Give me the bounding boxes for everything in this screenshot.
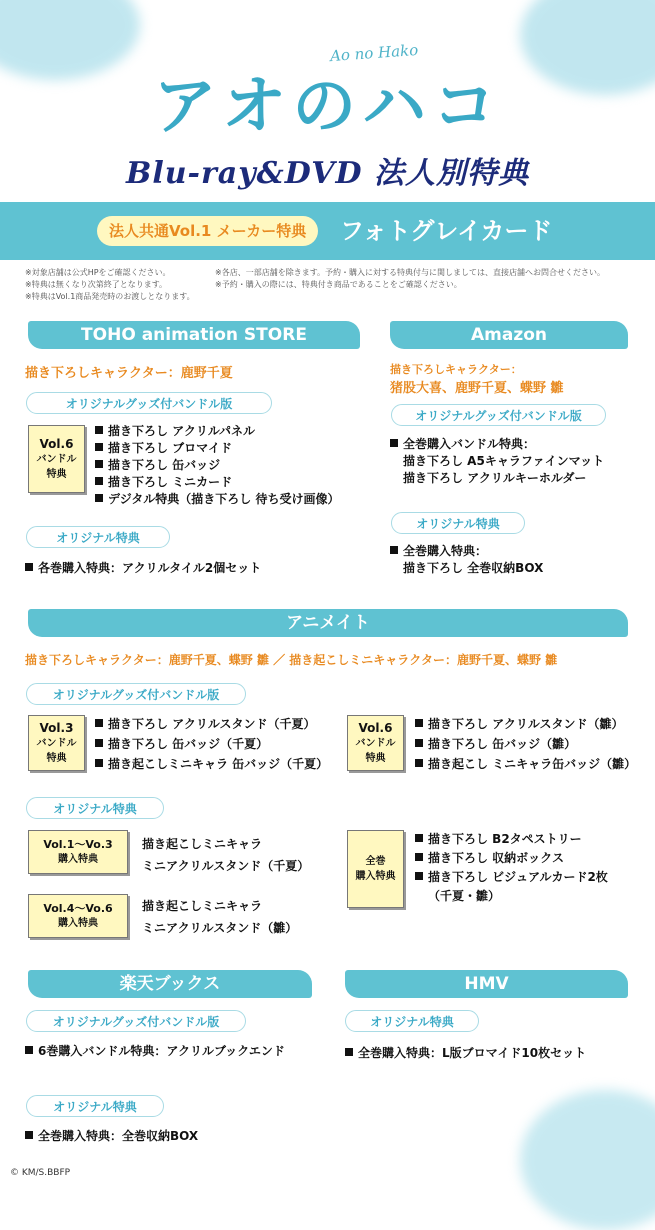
text-line: 描き起こしミニキャラ — [142, 837, 263, 851]
list-item: 描き下ろし 缶バッジ（雛） — [415, 734, 636, 754]
vol-box-line: Vol.1～Vo.3 — [43, 838, 113, 851]
list-item: 描き下ろし 缶バッジ（千夏） — [95, 734, 328, 754]
note-line: ※特典は無くなり次第終了となります。 — [25, 280, 168, 289]
vol-box-line: 購入特典 — [58, 854, 98, 865]
animate-v13-box — [28, 830, 128, 874]
watercolor-bottom-right — [520, 1090, 655, 1230]
page-subtitle: Blu-ray&DVD 法人別特典 — [125, 156, 529, 191]
list-item-cont: 描き下ろし 全巻収納BOX — [403, 561, 544, 575]
list-item: 描き下ろし ブロマイド — [95, 440, 339, 457]
vol-box-line: 全巻 — [365, 856, 386, 867]
vol-box-line: バンドル — [355, 737, 396, 749]
amazon-character-1: 描き下ろしキャラクター： — [390, 363, 522, 376]
vol-box-line: Vol.4～Vo.6 — [43, 902, 113, 915]
vol-box-line: 購入特典 — [58, 918, 98, 929]
rakuten-original-item: 全巻購入特典：全巻収納BOX — [25, 1128, 198, 1145]
animate-vol6-items — [415, 714, 636, 774]
animate-original-label: オリジナル特典 — [26, 797, 164, 819]
list-item: 全巻購入バンドル特典： — [390, 436, 604, 453]
list-item: 描き起こしミニキャラ 缶バッジ（千夏） — [95, 754, 328, 774]
vol-box-line: バンドル — [36, 453, 77, 465]
vol-box-line: 購入特典 — [355, 871, 396, 882]
list-item: 描き下ろし 缶バッジ — [95, 457, 339, 474]
animate-vol3-items — [95, 714, 328, 774]
toho-character: 描き下ろしキャラクター：鹿野千夏 — [25, 366, 233, 381]
note-line: ※特典はVol.1商品発売時のお渡しとなります。 — [25, 292, 195, 301]
animate-bundle-label: オリジナルグッズ付バンドル版 — [26, 683, 246, 705]
list-item: デジタル特典（描き下ろし 待ち受け画像） — [95, 491, 339, 508]
rakuten-bundle-item: 6巻購入バンドル特典：アクリルブックエンド — [25, 1043, 285, 1060]
vol-box-line: 特典 — [46, 468, 67, 480]
list-item: 全巻購入特典： — [390, 543, 543, 560]
vol-box-line: Vol.3 — [39, 720, 74, 735]
notes-left — [25, 267, 215, 303]
rakuten-bundle-label: オリジナルグッズ付バンドル版 — [26, 1010, 246, 1032]
vol-box-line: 特典 — [365, 752, 386, 764]
vol-box-line: バンドル — [36, 737, 77, 749]
list-item-cont: （千夏・雛） — [428, 889, 501, 903]
note-line: ※対象店舗は公式HPをご確認ください。 — [25, 268, 171, 277]
toho-bundle-items — [95, 423, 339, 508]
rakuten-original-label: オリジナル特典 — [26, 1095, 164, 1117]
banner-pill: 法人共通Vol.1 メーカー特典 — [97, 216, 318, 246]
amazon-original-label: オリジナル特典 — [391, 512, 525, 534]
toho-bundle-label: オリジナルグッズ付バンドル版 — [26, 392, 272, 414]
list-item: 描き下ろし ビジュアルカード2枚 — [415, 868, 608, 887]
store-header-hmv: HMV — [345, 970, 628, 998]
animate-v46-text — [142, 895, 297, 939]
hmv-original-item: 全巻購入特典：L版ブロマイド10枚セット — [345, 1045, 586, 1062]
vol-box-line: Vol.6 — [358, 720, 393, 735]
animate-vol6-box — [347, 715, 404, 771]
toho-vol6-box — [28, 425, 85, 493]
list-item-cont: 描き下ろし アクリルキーホルダー — [403, 471, 587, 485]
toho-original-item: 各巻購入特典：アクリルタイル2個セット — [25, 560, 261, 577]
vol-box-line: 特典 — [46, 752, 67, 764]
animate-v46-box — [28, 894, 128, 938]
note-line: ※各店、一部店舗を除きます。予約・購入に対する特典付与に関しましては、直接店舗へお問合せください。 — [215, 268, 606, 277]
copyright: © KM/S.BBFP — [10, 1168, 71, 1178]
toho-original-label: オリジナル特典 — [26, 526, 170, 548]
banner-title: フォトグレイカード — [340, 217, 553, 245]
notes-right — [215, 267, 645, 291]
list-item: 描き下ろし アクリルスタンド（雛） — [415, 714, 636, 734]
amazon-bundle-items — [390, 436, 604, 487]
animate-all-box — [347, 830, 404, 908]
animate-all-items — [415, 830, 608, 906]
list-item: 描き下ろし ミニカード — [95, 474, 339, 491]
animate-vol3-box — [28, 715, 85, 771]
amazon-original-items — [390, 543, 543, 577]
amazon-character-2: 猪股大喜、鹿野千夏、蝶野 雛 — [390, 381, 564, 396]
logo: アオのハコ — [152, 70, 503, 144]
animate-character: 描き下ろしキャラクター：鹿野千夏、蝶野 雛 ／ 描き起こしミニキャラクター：鹿野千夏、蝶野 雛 — [25, 653, 558, 667]
animate-v13-text — [142, 833, 309, 877]
store-header-animate: アニメイト — [28, 609, 628, 637]
list-item: 描き起こし ミニキャラ缶バッジ（雛） — [415, 754, 636, 774]
list-item-cont: 描き下ろし A5キャラファインマット — [403, 454, 605, 468]
text-line: 描き起こしミニキャラ — [142, 899, 263, 913]
text-line: ミニアクリルスタンド（雛） — [142, 921, 298, 935]
vol-box-line: Vol.6 — [39, 436, 74, 451]
hmv-original-label: オリジナル特典 — [345, 1010, 479, 1032]
list-item: 描き下ろし アクリルスタンド（千夏） — [95, 714, 328, 734]
logo-subtitle: Ao no Hako — [329, 40, 419, 66]
list-item: 描き下ろし 収納ボックス — [415, 849, 608, 868]
store-header-rakuten: 楽天ブックス — [28, 970, 312, 998]
amazon-bundle-label: オリジナルグッズ付バンドル版 — [391, 404, 606, 426]
list-item: 描き下ろし アクリルパネル — [95, 423, 339, 440]
note-line: ※予約・購入の際には、特典付き商品であることをご確認ください。 — [215, 280, 462, 289]
store-header-amazon: Amazon — [390, 321, 628, 349]
store-header-toho: TOHO animation STORE — [28, 321, 360, 349]
list-item: 描き下ろし B2タペストリー — [415, 830, 608, 849]
text-line: ミニアクリルスタンド（千夏） — [142, 859, 310, 873]
